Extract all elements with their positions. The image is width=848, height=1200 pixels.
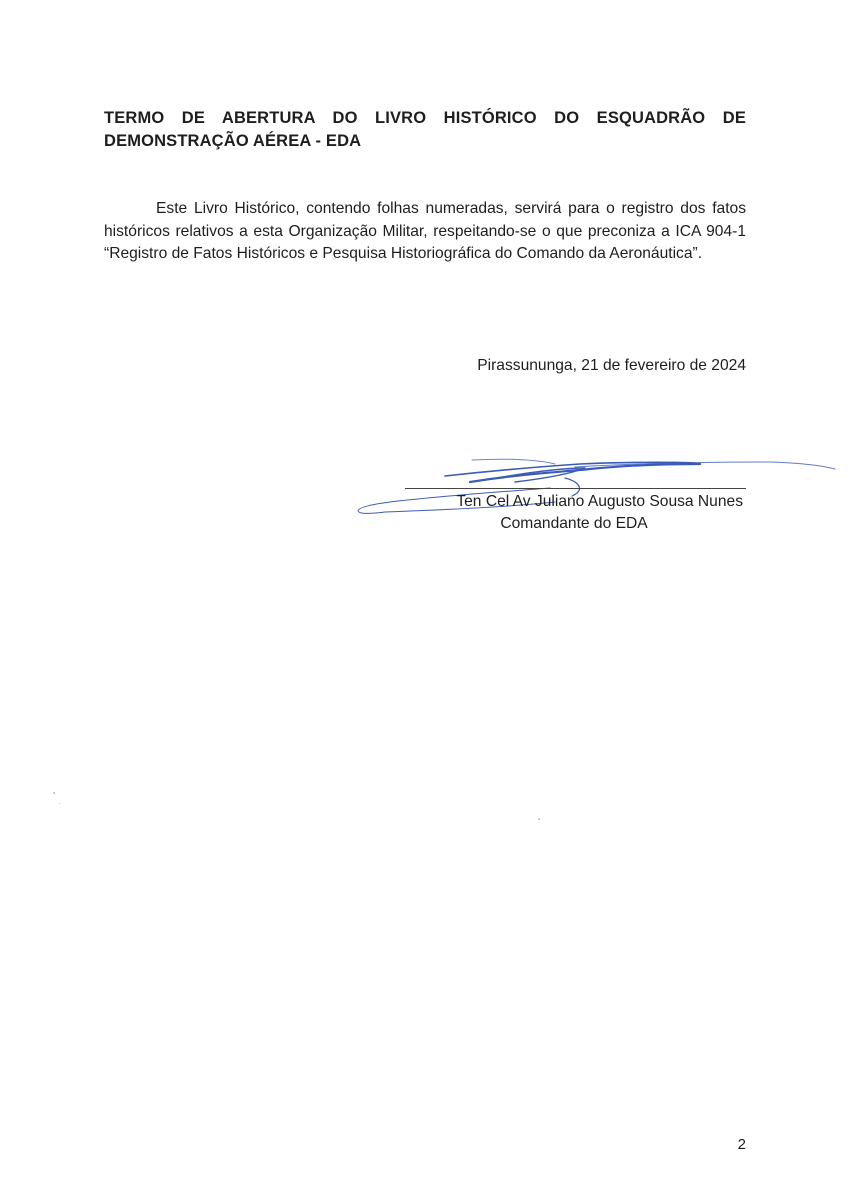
place-and-date: Pirassununga, 21 de fevereiro de 2024 [477,357,746,374]
scan-speck [53,792,55,794]
scan-speck [538,818,540,820]
signature-line [405,488,746,489]
scan-speck [59,803,60,804]
signer-role: Comandante do EDA [500,515,648,532]
document-title: TERMO DE ABERTURA DO LIVRO HISTÓRICO DO ESQUADRÃO DE DEMONSTRAÇÃO AÉREA - EDA [104,109,746,150]
body-paragraph: Este Livro Histórico, contendo folhas numeradas, servirá para o registro dos fatos históricos relativos a esta Organização Militar, respeitando-se o que preconiza a ICA 904-1 “Registro de Fatos Históricos e Pesquisa Historiográfica do Comando da Aeronáutica”. [104,200,746,263]
page-number: 2 [737,1136,746,1153]
signer-name: Ten Cel Av Juliano Augusto Sousa Nunes [456,493,743,510]
